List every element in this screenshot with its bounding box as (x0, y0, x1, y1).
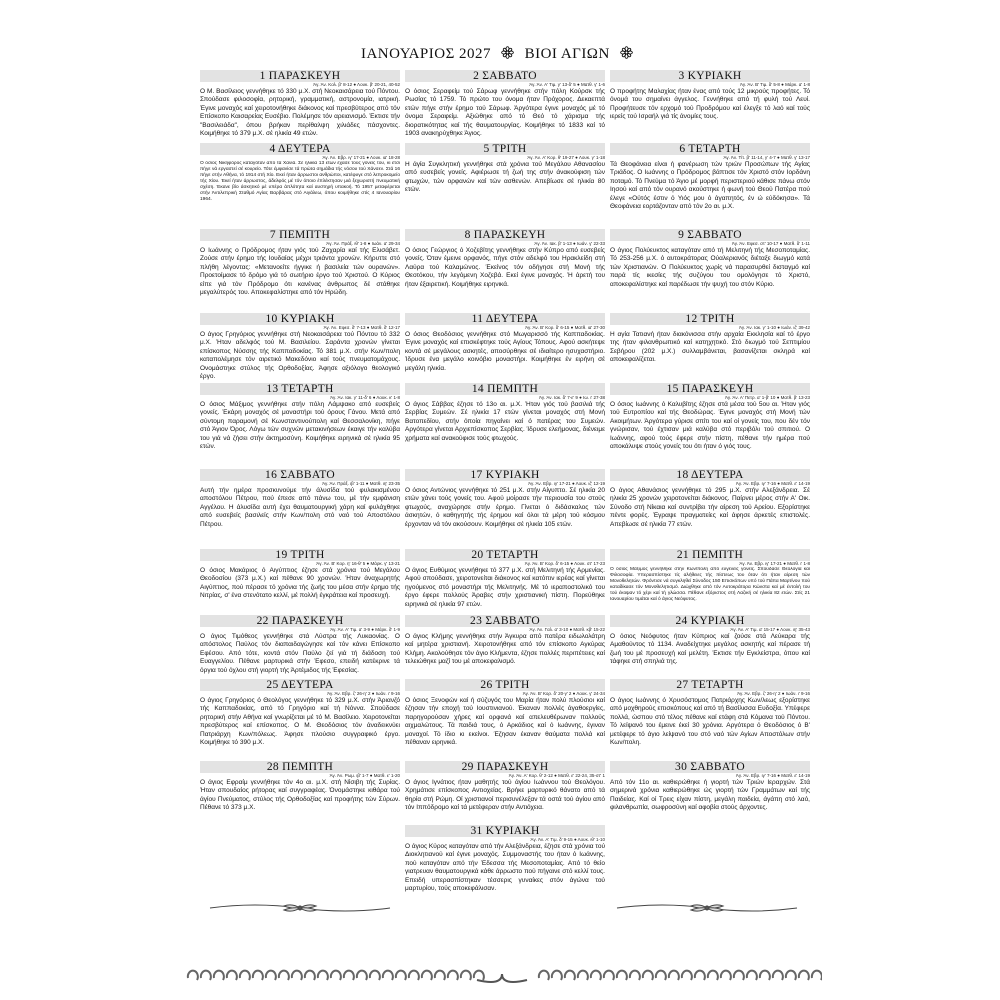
binding-ring (409, 971, 419, 980)
binding-ring (617, 971, 627, 980)
day-heading: 2 ΣΑΒΒΑΤΟ (405, 70, 605, 82)
day-heading: 3 ΚΥΡΙΑΚΗ (610, 70, 810, 82)
scripture-readings: Άγ. Άν. Ιακ. β' 1-13 ● Ιωάν. γ' 22-33 (534, 241, 605, 246)
scripture-readings: Άγ. Άν. Β' Κορ. δ' 6-15 ● Λουκ. στ' 17-23 (524, 561, 605, 566)
scripture-readings: Άγ. Άν. Ρωμ. ιβ' 1-7 ● Ματθ. ε' 1-20 (329, 773, 400, 778)
saint-biography: Ο άγιος Αθανάσιος γεννήθηκε τό 295 μ.Χ. στήν Αλεξάνδρεια. Σέ ηλικία 25 χρονών χειροτονείται διάκονος. Παίρνει μέρος στήν Α' Οικ. Σύνοδο στή Νίκαια καί συντρίβει τήν αίρεση τού Αρείου. Εξορίστηκε πέντε φορές. Έγραψε πραγματείες καί άφησε άρκετές επιστολές. Απεβίωσε σέ ηλικία 77 ετών. (610, 487, 810, 528)
saint-biography: Η άγία Συγκλητική γεννήθηκε στά χρόνια τού Μεγάλου Αθανασίου από ευσεβείς γονείς. Αφιέρωσε τή ζωή της στήν άνακούφιση τών φτωχών, τών ορφανών καί τών ασθενών. Απεβίωσε σέ ηλικία 80 ετών. (405, 161, 605, 194)
day-heading: 28 ΠΕΜΠΤΗ (200, 761, 400, 773)
binding-ring (240, 971, 250, 980)
day-heading: 1 ΠΑΡΑΣΚΕΥΗ (200, 70, 400, 82)
binding-ring (383, 971, 393, 980)
day-entry (200, 229, 400, 313)
scripture-readings: Άγ. Άν. Ιακ. γ' 1-10 ● Ιωάν. ιζ' 39-42 (738, 325, 810, 330)
binding-ring (747, 971, 757, 980)
month-title: ΙΑΝΟΥΑΡΙΟΣ 2027 (360, 46, 492, 62)
day-heading: 11 ΔΕΥΤΕΡΑ (405, 313, 605, 325)
day-entry (405, 313, 605, 383)
scripture-readings: Άγ. Άν. Α' Τιμ. δ' 9-15 ● Λουκ. ιθ' 1-10 (530, 837, 605, 842)
day-entry (405, 615, 605, 679)
scripture-readings: Άγ. Άν. Α' Πετρ. α' 1-β' 10 ● Ματθ. β' 13-23 (724, 395, 810, 400)
saint-biography: Ο άγιος Ιγνάτιος ήταν μαθητής τού άγίου Ιωάννου τού Θεολόγου. Χρημάτισε επίσκοπος Αντιοχείας. Βρήκε μαρτυρικό θάνατο από τά θηρία στή Ρώμη. Οί χριστιανοί περισυνέλεξαν τά οστά τού άγίου από τόν Ιππόδρομο καί τά μετέφεραν στήν Αντιόχεια. (405, 779, 605, 812)
saint-biography: Ο άγιος Τιμόθεος γεννήθηκε στά Λύστρα τής Λυκαονίας. Ο απόστολος Παύλος τόν διαπαιδαγώγησε καί τόν κάνει Επίσκοπο Εφέσου. Από τότε, κοντά στόν Παύλο ζεί γιά τή διάδοση τού Ευαγγελίου. Πέθανε μαρτυρικά στήν Έφεσο, επειδή κατέκρινε τά όργια τού όχλου στή γιορτή τής Άρτέμιδος τής Έφεσίας. (200, 633, 400, 674)
day-entry (405, 229, 605, 313)
binding-ring (292, 971, 302, 980)
binding-ring (669, 971, 679, 980)
binding-ring (552, 971, 562, 980)
day-heading: 20 ΤΕΤΑΡΤΗ (405, 549, 605, 561)
scripture-readings: Άγ. Άν. Β' Κορ. δ' 20-γ' 2 ● Λουκ. γ' 24-34 (522, 691, 605, 696)
day-entry (610, 761, 810, 825)
binding-ring (370, 971, 380, 980)
saint-biography: Αυτή τήν ημέρα προσκυνούμε τήν άλυσίδα τού φυλακισμένου αποστόλου Πέτρου, πού έπεσε από πάνω του, μέ τήν εμφάνιση Αγγέλου. Η άλυσίδα αυτή έχει θαυματουργική χάρη καί φυλάχθηκε από ευσεβείς βασιλείς στήν Κων/πολη στό ναό τού Αποστόλου Πέτρου. (200, 487, 400, 528)
binding-ring (604, 971, 614, 980)
binding-ring (227, 971, 237, 980)
saint-biography: Η αγία Τατιανή ήταν διακόνισσα στήν αρχαία Εκκλησία καί τό έργο της ήταν φιλανθρωπικό καί κατηχητικό. Στό διωγμό τού Σεπτιμίου Σεβήρου (202 μ.Χ.) συλλαμβάνεται, βασανίζεται σκληρά καί αποκεφαλίζεται. (610, 331, 810, 364)
binding-ring (734, 971, 744, 980)
binding-ring (396, 971, 406, 980)
saint-biography: Ο όσιος Μακάριος ό Αιγύπτιος έζησε στά χρόνια τού Μεγάλου Θεοδοσίου (373 μ.Χ.) καί πέθανε 90 χρονών. Ήταν άναχωρητής Αιγύπτιος, πού πέρασε τό χρόνια τής ζωής του μέσα στήν έρημο τής Νιτρίας, σ' ένα στενότατο κελλί, μέ πολλή έγκράτεια καί προσευχή. (200, 567, 400, 600)
scripture-readings: Άγ. Άν. Γαλ. α' 3-10 ● Ματθ. κβ' 15-22 (529, 627, 605, 632)
scripture-readings: Άγ. Άν. Α' Τιμ. α' 3-9 ● Μάρκ. δ' 1-9 (330, 627, 400, 632)
saint-biography: Ο όσιος Αντώνιος γεννήθηκε τό 251 μ.Χ. στήν Αίγυπτο. Σέ ηλικία 20 ετών χάνει τούς γονείς του. Αφού μοίρασε τήν περιουσία του στούς φτωχούς, αναχώρησε στήν έρημο. Γίνεται ό διδάσκαλος τών άσκητών, ό καθηγητής τής έρημου καί όλοι τά μέρη τού κόσμου έρχονταν νά τόν ακούσουν. Κοιμήθηκε σέ ηλικία 105 ετών. (405, 487, 605, 528)
saint-biography: Ο άγιος Γρηγόριος γεννήθηκε στή Νεοκαισάρεια τού Πόντου τό 332 μ.Χ. Ήταν αδελφός τού Μ. Βασιλείου. Σαράντα χρονών γίνεται επίσκοπος Νύσσης τής Καππαδοκίας. Τό 381 μ.Χ. στήν Κων/πολη καταπολέμησε τόν αιρετικό Μακεδόνιο καί τούς πνευματομάχους. Ονομάστηκε στύλος τής Ορθοδοξίας. Άφησε αξιόλογο θεολογικό έργο. (200, 331, 400, 381)
saint-biography: Ο άγιος Εφραίμ γεννήθηκε τόν 4ο αι. μ.Χ. στή Νίσιβη τής Συρίας. Ήταν σπουδαίος ρήτορας καί συγγραφέας. Όνομάστηκε κιθάρα τού άγίου Πνεύματος, στύλος τής Ορθοδοξίας καί προφήτης τών Σύρων. Πέθανε τό 373 μ.Χ. (200, 779, 400, 812)
day-heading: 5 ΤΡΙΤΗ (405, 143, 605, 155)
binding-ring (643, 971, 653, 980)
scripture-readings: Άγ. Άν. Β' Κορ. η' 16-θ' 5 ● Μάρκ. γ' 13-21 (316, 561, 400, 566)
day-heading: 30 ΣΑΒΒΑΤΟ (610, 761, 810, 773)
scripture-readings: Άγ. Άν. Α' Τιμ. α' 15-17 ● Λουκ. ιη' 35-43 (730, 627, 810, 632)
day-entry (610, 615, 810, 679)
day-entry (200, 313, 400, 383)
day-heading: 4 ΔΕΥΤΕΡΑ (200, 143, 400, 155)
day-entry (610, 143, 810, 229)
scripture-readings: Άγ. Άν. Α' Τιμ. γ' 13-δ' 5 ● Ματθ. γ' 1-6 (529, 82, 605, 87)
day-heading: 26 ΤΡΙΤΗ (405, 679, 605, 691)
day-entry (405, 549, 605, 615)
day-heading: 21 ΠΕΜΠΤΗ (610, 549, 810, 561)
saint-biography: Ο όσιος Νεόφυτος ήταν Κύπριος καί ζούσε στά Λεύκαρα τής Αμαθούντος τό 1134. Αναδείχτηκε μεγάλος ασκητής καί πέρασε τή ζωή του μέ προσευχή καί μελέτη. Έκτισε τήν Εγκλείστρα, όπου καί τάφηκε στή σπηλιά της. (610, 633, 810, 666)
day-entry (200, 615, 400, 679)
scripture-readings: Άγ. Άν. Εβρ. ιγ' 17-21 ● Ματθ. ι' 1-8 (739, 561, 810, 566)
scripture-readings: Άγ. Άν. Α' Κορ. θ' 19-27 ● Λουκ. γ' 1-18 (527, 155, 605, 160)
day-heading: 7 ΠΕΜΠΤΗ (200, 229, 400, 241)
saint-biography: Ο άγιος Ευθύμιος γεννήθηκε τό 377 μ.Χ. στή Μελιτηνή τής Αρμενίας. Αφού σπούδασε, χειροτονείται διάκονος καί κατόπιν ιερέας καί γίνεται ηγούμενος στό μοναστήρι τής Μελιτηνής. Μέ τό ιεραποστολικό του έργο έφερε πολλούς Άραβες στήν χριστιανική πίστη. Πορεύθηκε ειρηνικά σέ ηλικία 97 ετών. (405, 567, 605, 608)
binding-ring (357, 971, 367, 980)
day-entry (200, 761, 400, 825)
saint-biography: Ο Μ. Βασίλειος γεννήθηκε τό 330 μ.Χ. στή Νεοκαισάρεια τού Πόντου. Σπούδασε φιλοσοφία, ρητορική, γραμματική, αστρονομία, ιατρική. Έγινε μοναχός καί χειροτονήθηκε διάκονος καί πρεσβύτερος από τόν Επίσκοπο Καισαρείας Ευσέβιο. Πολέμησε τόν αρειανισμό. Έκτισε τήν "Βασιλειάδα", όπου βρήκαν περίθαλψη χιλιάδες πάσχοντες. Κοιμήθηκε τό 379 μ.Χ. σέ ηλικία 49 ετών. (200, 88, 400, 138)
binding-ring (721, 971, 731, 980)
day-heading: 17 ΚΥΡΙΑΚΗ (405, 469, 605, 481)
day-entry (405, 761, 605, 825)
saint-biography: Ο όσιος Νικηφόρος καταγόταν από τά Χανιά. Σέ ηλικία 13 ετών έχασε τούς γονείς του, κι έτσι πήγε νά εργαστεί σέ κουρείο. Τότε έμφανίσε τά πρώτα σημάδια τής νόσου τού Χάνσεν. Στά 16 πήγε στήν Αθήνα, τό 1914 στή Χίο. Εκεί ήταν άρρωστοι ανθρώποι, κατέφυγε στό λεπροκομείο τής Χίου. Έκεί ήταν άρρωστος, άδελφός μέ τόν όποιο έπλέκτησαν μιά ξεχωριστή πνευματική σχέση. Έκανε βίο άσκητικό μέ υπέρα άπλότητα καί αυστηρή υπακοή. Τό 1957 μεταφέρεται στήν Άντιλεπρική Σταθμό Αγίας Βαρβάρας στό Αιγάλεω, όπου κοιμήθηκε στίς 4 Ιανουαρίου 1964. (200, 161, 400, 202)
day-entry (405, 143, 605, 229)
saint-biography: Ο άγιος Πολύευκτος καταγόταν από τή Μελιτηνή τής Μεσοποταμίας. Τό 253-256 μ.Χ. ό αυτοκράτορας Ούαλεριανός διέταξε διωγμό κατά τών Χριστιανών. Ο Πολύευκτος χωρίς νά παρασυρθεί δισταγμό καί παρά τίς ικεσίες τής συζύγου του ομολόγησε τό Χριστό, αποκεφαλίστηκε καί παρέδωσε τήν ψυχή του στόν Κύριο. (610, 247, 810, 288)
flower-icon (501, 46, 514, 62)
day-entry (610, 679, 810, 761)
day-entry (610, 383, 810, 469)
day-heading: 22 ΠΑΡΑΣΚΕΥΗ (200, 615, 400, 627)
day-heading: 9 ΣΑΒΒΑΤΟ (610, 229, 810, 241)
day-entry (405, 679, 605, 761)
day-entry (405, 825, 605, 903)
binding-ring (539, 971, 549, 980)
binding-ring (591, 971, 601, 980)
binding-ring (786, 971, 796, 980)
day-entry (200, 383, 400, 469)
day-entry (200, 469, 400, 549)
saint-biography: Ο άγιος Κύρος καταγόταν από τήν Αλεξάνδρεια, έζησε στά χρόνια τού Διοκλητιανού καί έγινε μοναχός. Συμμοναστής του ήταν ό Ιωάννης, πού καταγόταν από τήν Έδεσσα τής Μεσοποταμίας. Από τό θείο γιατρευαν θαυματουργικά κάθε άρρωστο πού πήγαινε στό κελλί τους. Επειδή υπερασπίστηκαν τέσσερις γυναίκες στόν άγώνα τού μαρτυρίου, τούς αποκεφάλισαν. (405, 843, 605, 893)
day-entry (610, 313, 810, 383)
binding-ring (266, 971, 276, 980)
saint-biography: Ο όσιος Μάξιμος γεννήθηκε στήν Κων/πολη από ευγενείς γονείς. Σπούδασε Θεολογία καί Φιλοσοφία. Υπερασπίστηκε τίς αλήθειες τής πίστεως του όταν ότι ήταν αίρεση τών Μονοθελητών. Φρόντισε νά συγκληθεί Σύνοδος 150 Επισκόπων υπό τού Πάπα Μαρτίνου πού καταδίκασε τόν Μονοθελητισμό. Διώχθηκε από τόν Αυτοκράτορα Κώνστα καί μέ έντολή του τού έκοψαν τό χέρι καί τή γλώσσα. Πέθανε εξόριστος στή Λαζική σέ ηλικία 82 ετών. Στίς 21 Ιανουαρίου τιμάται καί ό άγιος Νεόφυτος. (610, 567, 810, 602)
binding-ring (188, 971, 198, 980)
day-heading: 27 ΤΕΤΑΡΤΗ (610, 679, 810, 691)
saint-biography: Ο άγιος Γρηγόριος ό Θεολόγος γεννήθηκε τό 329 μ.Χ. στήν Άριανζό τής Καππαδοκίας, από τό Γρηγόριο καί τή Νόννα. Σπούδασε ρητορική στήν Αθήνα καί γνωρίζεται μέ τό Μ. Βασίλειο. Χειροτονείται πρεσβύτερος καί επίσκοπος. Ο Μ. Θεοδόσιος τόν άναδεικνύει Πατριάρχη Κων/πόλεως. Άφησε πλούσιο συγγραφικό έργο. Κοιμήθηκε τό 390 μ.Χ. (200, 697, 400, 747)
day-heading: 23 ΣΑΒΒΑΤΟ (405, 615, 605, 627)
day-entry (405, 383, 605, 469)
scripture-readings: Άγ. Άν. Εφεσ. δ' 7-13 ● Ματθ. δ' 12-17 (323, 325, 400, 330)
scripture-readings: Άγ. Άν. Εβρ. ιγ' 7-16 ● Ματθ. ε' 14-19 (735, 481, 810, 486)
day-heading: 12 ΤΡΙΤΗ (610, 313, 810, 325)
day-heading: 31 ΚΥΡΙΑΚΗ (405, 825, 605, 837)
day-entry (610, 549, 810, 615)
saint-biography: Ο όσιος Σεραφείμ τού Σάρωφ γεννήθηκε στήν πόλη Κούρσκ τής Ρωσίας τό 1759. Τό πρώτο του όνομα ήταν Πρόχορος. Δεκαεπτά ετών πήγε στήν έρημο τού Σάρωφ. Άργότερα έγινε μοναχός μέ τό όνομα Σεραφείμ. Αξιώθηκε από τό Θεό τό χάρισμα τής διορατικότητας καί τής θαυματουργίας. Κοιμήθηκε τό 1833 καί τό 1903 ανακηρύχθηκε Άγιος. (405, 88, 605, 138)
binding-ring (578, 971, 588, 980)
scripture-readings: Άγ. Άν. Κολ. β' 8-12 ● Λουκ. β' 20-21, 40-52 (313, 82, 400, 87)
saint-biography: Ο άγιος Κλήμης γεννήθηκε στήν Άγκυρα από πατέρα ειδωλολάτρη καί μητέρα χριστιανή. Χειροτονήθηκε από τόν επίσκοπο Αγκύρας Κλήμη. Ακολούθησε τόν άγιο Κλήμεντα, έζησε πολλές περιπέτειες καί τελειώθηκε μαζί του μέ αποκεφαλισμό. (405, 633, 605, 666)
saint-biography: Από τόν 11ο αι. καθιερώθηκε ή γιορτή τών Τριών Ιεραρχών. Στά σημερινά χρόνια καθιερώθηκε ώς γιορτή τών Γραμμάτων καί τής Παιδείας. Καί οί Τρεις είχαν πίστη, μεγάλη παιδεία, άγάπη στό λαό, φιλανθρωπία, σωφροσύνη καί αφοβία στούς άρχοντες. (610, 779, 810, 812)
binding-ring (461, 971, 471, 980)
scripture-readings: Άγ. Άν. Α' Κορ. θ' 2-12 ● Ματθ. ε' 22-24, 35-στ' 1 (508, 773, 605, 778)
page-subtitle: ΒΙΟΙ ΑΓΙΩΝ (524, 46, 610, 62)
binding-ring (708, 971, 718, 980)
leaf-garland-icon (612, 901, 802, 915)
binding-ring (331, 971, 341, 980)
saint-biography: Τά Θεοφάνεια είναι ή φανέρωση τών τριών Προσώπων τής Αγίας Τριάδος. Ο Ιωάννης ο Πρόδρομος βάπτισε τόν Χριστό στόν Ιορδάνη ποταμό. Τό Πνεύμα τό Άγιο μέ μορφή περιστεριού κάθισε πάνω στόν Ιησού καί από τόν ουρανό ακούστηκε ή φωνή τού Θεού Πατέρα πού έλεγε «Ούτός έστιν ό Υιός μου ό άγαπητός, έν ώ εύδόκησα». Τά Θεοφάνεια εορτάζονταν από τόν 2ο αι. μ.Χ. (610, 161, 810, 211)
day-entry (200, 70, 400, 143)
saint-biography: Ο όσιος Θεοδόσιος γεννήθηκε στό Μωγαρισσό τής Καππαδοκίας. Έγινε μοναχός καί επισκέφτηκε τούς Αγίους Τόπους. Αφού ασκήτεψε κοντά σέ μεγάλους ασκητές, αποσύρθηκε σέ ιδιαίτερο ησυχαστήριο. Ίδρυσε ένα μεγάλο κοινόβιο μοναστήρι. Κοιμήθηκε έν ειρήνη σέ μεγάλη ηλικία. (405, 331, 605, 372)
page-title (0, 46, 1000, 63)
scripture-readings: Άγ. Άν. Πράξ. ιβ' 1-11 ● Ματθ. ιη' 23-35 (322, 481, 400, 486)
day-entry (200, 549, 400, 615)
binding-ring (214, 971, 224, 980)
binding-ring (656, 971, 666, 980)
saint-biography: Ο όσιος Ιωάννης ό Καλυβίτης έζησε στά μέσα τού 5ου αι. Ήταν γιός τού Ευτροπίου καί τής Θεοδώρας. Έγινε μοναχός στή Μονή τών Ακοιμήτων. Άργότερα γύρισε σπίτι του καί οί γονείς του, που δέν τόν γνώρισαν, τού έχτισαν μιά καλύβα στό περιβόλι τού σπιτιού. Ο Ιωάννης, αφού τούς έφερε στήν πίστη, πέθανε τήν ημέρα πού αποκάλυψε στούς γονείς του ότι ήταν ό γιός τους. (610, 401, 810, 451)
day-entry (610, 469, 810, 549)
day-entry (200, 143, 400, 229)
scripture-readings: Άγ. Άν. Εβρ. ζ' 26-η' 2 ● Ιωάν. ι' 9-16 (737, 691, 810, 696)
scripture-readings: Άγ. Άν. Β' Κορ. δ' 6-15 ● Ματθ. ια' 27-30 (525, 325, 605, 330)
day-heading: 18 ΔΕΥΤΕΡΑ (610, 469, 810, 481)
saints-calendar-grid (200, 70, 810, 903)
binding-ring (799, 971, 809, 980)
binding-ring (630, 971, 640, 980)
binding-ring (201, 971, 211, 980)
binding-ring (565, 971, 575, 980)
day-heading: 6 ΤΕΤΑΡΤΗ (610, 143, 810, 155)
binding-ring (773, 971, 783, 980)
day-heading: 14 ΠΕΜΠΤΗ (405, 383, 605, 395)
day-entry (610, 229, 810, 313)
scripture-readings: Άγ. Άν. Εβρ. ιγ' 17-21 ● Λουκ. ια' 18-28 (322, 155, 400, 160)
scripture-readings: Άγ. Άν. Β' Τιμ. δ' 5-8 ● Μάρκ. α' 1-8 (739, 82, 810, 87)
binding-ring (812, 971, 822, 980)
scripture-readings: Άγ. Άν. Εβρ. ιγ' 17-21 ● Λουκ. ιζ' 12-19 (528, 481, 605, 486)
saint-biography: Ο όσιος Μάξιμος γεννήθηκε στήν πόλη Λάμψακο από ευσεβείς γονείς. Έκάρη μοναχός σέ μοναστήρι τού όρους Γάνου. Μετά από σύντομη παραμονή σέ Κωνσταντινούπολη καί Θεσσαλονίκη, πήγε στό Άγιον Όρος. Λόγω τών συχνών μετακινήσεων έκαιγε τήν καλύβα του γιά νά ζήσει στήν άκτημοσύνη. Κοιμήθηκε ειρηνικά σέ ηλικία 95 ετών. (200, 401, 400, 451)
day-heading: 13 ΤΕΤΑΡΤΗ (200, 383, 400, 395)
day-heading: 24 ΚΥΡΙΑΚΗ (610, 615, 810, 627)
binding-ring (435, 971, 445, 980)
saint-biography: Ο προφήτης Μαλαχίας ήταν ένας από τούς 12 μικρούς προφήτες. Τό όνομά του σημαίνει άγγελος. Γεννήθηκε από τή φυλή τού Λευί. Προφήτευσε τόν ερχομό τού Προδρόμου καί έλεγξε τό λαό καί τούς ιερείς τού Ισραήλ γιά τίς άνομίες τους. (610, 88, 810, 121)
day-heading: 10 ΚΥΡΙΑΚΗ (200, 313, 400, 325)
binding-ring (344, 971, 354, 980)
flower-icon (620, 46, 633, 62)
binding-ring (474, 971, 484, 980)
saint-biography: Ο άγιος Σάββας έζησε τό 13ο αι. μ.Χ. Ήταν γιός τού βασιλιά τής Σερβίας Συμεών. Σέ ηλικία 17 ετών γίνεται μοναχός στή Μονή Βατοπεδίου, στήν όποία πηγαίνει καί ό πατέρας του Συμεών. Αργότερα γίνεται Αρχιεπίσκοπος Σερβίας. Ίδρυσε ελεήμονας, διένειμε χρήματα καί ανακούφισε τούς φτωχούς. (405, 401, 605, 442)
scripture-readings: Άγ. Άν. Τίτ. β' 11-14, γ' 4-7 ● Ματθ. γ' 13-17 (723, 155, 810, 160)
spiral-binding-icon (182, 962, 822, 990)
leaf-garland-icon (205, 901, 395, 915)
day-heading: 16 ΣΑΒΒΑΤΟ (200, 469, 400, 481)
saint-biography: Ο Ιωάννης ο Πρόδρομος ήταν γιός τού Ζαχαρία καί τής Ελισάβετ. Ζούσε στήν έρημο τής Ιουδαίας μέχρι τριάντα χρονών. Κήρυττε στό πλήθη λέγοντας: «Μετανοείτε ήγγικε ή βασιλεία τών ουρανών». Προετοίμασε τό δρόμο γιά τό σωτήριο έργο τού Χριστού. Ο Κύριος είπε γιά τόν Πρόδρομο ότι κανένας άνθρωπος δέ στάθηκε μεγαλύτερός του. Αποκεφαλίστηκε από τόν Ηρώδη. (200, 247, 400, 297)
binding-ring (318, 971, 328, 980)
day-heading: 8 ΠΑΡΑΣΚΕΥΗ (405, 229, 605, 241)
saint-biography: Ο όσιος Ξενοφών καί ή σύζυγός του Μαρία ήταν πολύ πλούσιοι καί έζησαν τήν εποχή τού Ιουστινιανού. Έκαναν πολλές άγαθοεργίες, παρηγορούσαν χήρες καί ορφανά καί απελευθέρωναν πολλούς αιχμαλώτους. Τά παιδιά τους, ό Αρκάδιος καί ό Ιωάννης, έγιναν μοναχοί. Τό ίδιο κι εκείνοι. Έζησαν έκαναν θαύματα πολλά καί πέθαναν ειρηνικά. (405, 697, 605, 747)
scripture-readings: Άγ. Άν. Εβρ. ζ' 26-η' 2 ● Ιωάν. ι' 9-16 (327, 691, 400, 696)
day-heading: 29 ΠΑΡΑΣΚΕΥΗ (405, 761, 605, 773)
binding-ring (279, 971, 289, 980)
day-heading: 19 ΤΡΙΤΗ (200, 549, 400, 561)
day-entry (405, 469, 605, 549)
binding-ring (305, 971, 315, 980)
binding-ring (760, 971, 770, 980)
scripture-readings: Άγ. Άν. Ιακ. γ' 11-δ' 6 ● Λουκ. κ' 1-8 (330, 395, 400, 400)
binding-ring (695, 971, 705, 980)
saint-biography: Ο άγιος Ιωάννης ό Χρυσόστομος Πατριάρχης Κων/λεως εξορίστηκε από μοχθηρούς επισκόπους καί από τή Βασίλισσα Ευδοξία. Υπέφερε πολλά, ώσπου στό τέλος πέθανε καί ετάφη στά Κόμανα τού Πόντου. Τό λείψανό του έμεινε έκεί 30 χρόνια. Αργότερα ό Θεοδόσιος ό Β' μετέφερε τό άγιο λείψανό του στό ναό τών Αγίων Αποστόλων στήν Κων/πολη. (610, 697, 810, 747)
day-heading: 15 ΠΑΡΑΣΚΕΥΗ (610, 383, 810, 395)
scripture-readings: Άγ. Άν. Εφεσ. στ' 10-17 ● Ματθ. δ' 1-11 (731, 241, 810, 246)
day-entry (405, 70, 605, 143)
binding-ring (682, 971, 692, 980)
binding-ring (422, 971, 432, 980)
day-heading: 25 ΔΕΥΤΕΡΑ (200, 679, 400, 691)
scripture-readings: Άγ. Άν. Ιακ. δ' 7-ε' 9 ● Ιω. ι' 27-38 (538, 395, 605, 400)
binding-ring (448, 971, 458, 980)
day-entry (200, 679, 400, 761)
scripture-readings: Άγ. Άν. Πράξ. ιθ' 1-8 ● Ιωάν. α' 29-34 (326, 241, 400, 246)
day-entry (610, 70, 810, 143)
scripture-readings: Άγ. Άν. Εβρ. ιγ' 7-16 ● Ματθ. ε' 14-19 (735, 773, 810, 778)
binding-ring (253, 971, 263, 980)
saint-biography: Ο όσιος Γεώργιος ό Χοζεβίτης γεννήθηκε στήν Κύπρο από ευσεβείς γονείς. Όταν έμεινε ορφανός, πήγε στόν αδελφό του Ηρακλείδη στή Λαύρα τού Καλαμώνος. Έκείνος τόν οδήγησε στή Μονή τής Θεοτόκου, τήν λεγόμενη Χοζεβά. Εκεί έγινε μοναχός. Ή άρετή του ήταν έξαιρετική. Κοιμήθηκε ειρηνικά. (405, 247, 605, 288)
